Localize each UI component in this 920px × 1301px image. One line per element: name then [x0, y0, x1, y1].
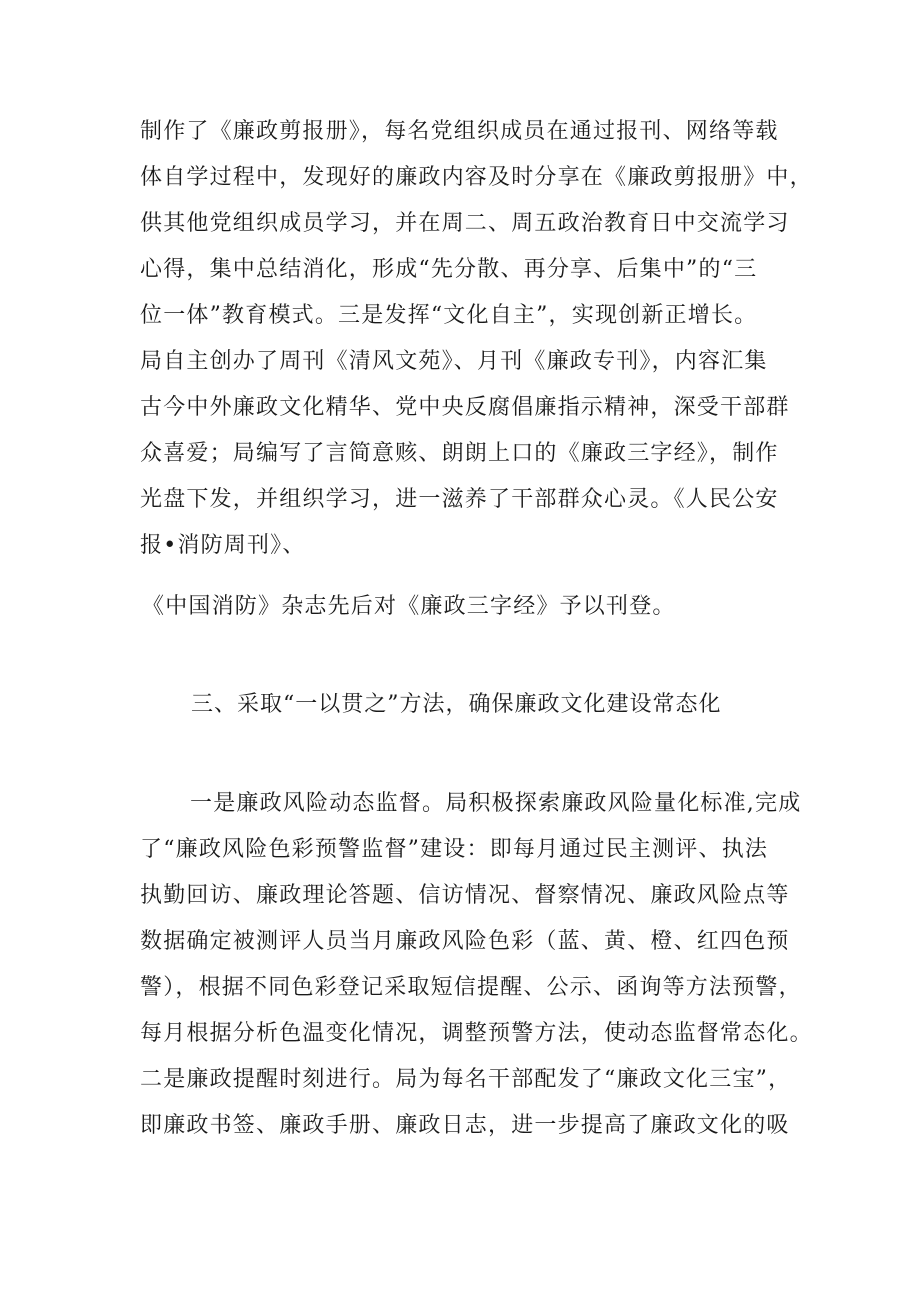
paragraph-line: 心得，集中总结消化，形成“先分散、再分享、后集中”的“三	[140, 257, 758, 282]
paragraph-line: 了“廉政风险色彩预警监督”建设：即每月通过民主测评、执法	[140, 837, 769, 862]
paragraph-line: 每月根据分析色温变化情况，调整预警方法，使动态监督常态化。	[140, 1021, 813, 1046]
paragraph-line: 光盘下发，并组织学习，进一滋养了干部群众心灵。《人民公安	[140, 487, 779, 512]
paragraph-line: 《中国消防》杂志先后对《廉政三字经》予以刊登。	[142, 594, 676, 619]
paragraph-line: 一是廉政风险动态监督。局积极探索廉政风险量化标准,完成	[190, 791, 802, 816]
paragraph-line: 制作了《廉政剪报册》，每名党组织成员在通过报刊、网络等载	[140, 119, 779, 144]
paragraph-line: 二是廉政提醒时刻进行。局为每名干部配发了“廉政文化三宝”，	[140, 1067, 792, 1092]
paragraph-line: 数据确定被测评人员当月廉政风险色彩（蓝、黄、橙、红四色预	[140, 929, 790, 954]
paragraph-line: 即廉政书签、廉政手册、廉政日志，进一步提高了廉政文化的吸	[140, 1113, 790, 1138]
paragraph-line: 警），根据不同色彩登记采取短信提醒、公示、函询等方法预警，	[140, 975, 802, 1000]
paragraph-line: 执勤回访、廉政理论答题、信访情况、督察情况、廉政风险点等	[140, 883, 790, 908]
paragraph-line: 局自主创办了周刊《清风文苑》、月刊《廉政专刊》，内容汇集	[140, 349, 768, 374]
paragraph-line: 众喜爱；局编写了言简意赅、朗朗上口的《廉政三字经》，制作	[140, 441, 779, 466]
paragraph-line: 报•消防周刊》、	[140, 533, 306, 558]
section-heading: 三、采取“一以贯之”方法，确保廉政文化建设常态化	[191, 692, 722, 717]
paragraph-line: 位一体”教育模式。三是发挥“文化自主”，实现创新正增长。	[140, 303, 758, 328]
paragraph-line: 供其他党组织成员学习，并在周二、周五政治教育日中交流学习	[140, 211, 790, 236]
paragraph-line: 古今中外廉政文化精华、党中央反腐倡廉指示精神，深受干部群	[140, 395, 790, 420]
paragraph-line: 体自学过程中，发现好的廉政内容及时分享在《廉政剪报册》中，	[140, 165, 813, 190]
